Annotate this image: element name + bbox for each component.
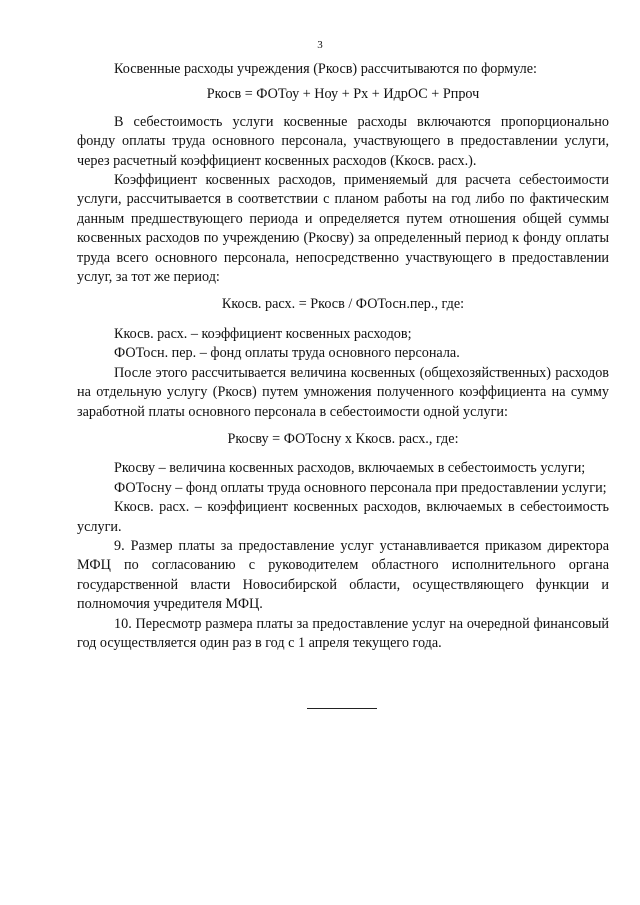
end-separator-line xyxy=(307,708,377,709)
paragraph-cost-inclusion: В себестоимость услуги косвенные расходы включаются пропорционально фонду оплаты труда основного персонала, участвующего в предоставлении услуги, через расчетный коэффициент косвенных расходов (Ккосв. расх.). xyxy=(77,113,609,169)
formula-per-service: Ркосву = ФОТосну х Ккосв. расх., где: xyxy=(227,430,459,447)
definition-indirect-per-service: Ркосву – величина косвенных расходов, включаемых в себестоимость услуги; xyxy=(114,460,586,477)
formula-indirect-costs: Ркосв = ФОТоу + Ноу + Рх + ИдрОС + Рпроч xyxy=(206,86,480,103)
paragraph-indirect-costs-intro: Косвенные расходы учреждения (Ркосв) рассчитываются по формуле: xyxy=(114,61,537,77)
definition-payroll-fund: ФОТосн. пер. – фонд оплаты труда основного персонала. xyxy=(114,345,460,362)
document-body xyxy=(77,60,609,653)
paragraph-item-9: 9. Размер платы за предоставление услуг устанавливается приказом директора МФЦ по согласованию с руководителем областного исполнительного органа государственной власти Новосибирской области, осуществляющего функции и полномочия учредителя МФЦ. xyxy=(77,537,609,613)
definition-coefficient-2: Ккосв. расх. – коэффициент косвенных расходов, включаемых в себестоимость услуги. xyxy=(77,499,609,535)
paragraph-per-service-costs: После этого рассчитывается величина косвенных (общехозяйственных) расходов на отдельную услугу (Ркосв) путем умножения полученного коэффициента на сумму заработной платы основного персонала в себестоимости одной услуги: xyxy=(77,364,609,420)
definition-payroll-per-service: ФОТосну – фонд оплаты труда основного персонала при предоставлении услуги; xyxy=(114,479,607,496)
paragraph-item-10: 10. Пересмотр размера платы за предоставление услуг на очередной финансовый год осуществляется один раз в год с 1 апреля текущего года. xyxy=(77,615,609,651)
definition-coefficient: Ккосв. расх. – коэффициент косвенных расходов; xyxy=(114,325,412,342)
paragraph-coefficient: Коэффициент косвенных расходов, применяемый для расчета себестоимости услуги, рассчитывается в соответствии с планом работы на год либо по фактическим данным предшествующего периода и определяется путем отношения общей суммы косвенных расходов по учреждению (Ркосву) за определенный период к фонду оплаты труда всего основного персонала, непосредственно участвующего в предоставлении услуг, за тот же период: xyxy=(77,172,609,286)
page-number: 3 xyxy=(317,39,323,51)
formula-coefficient: Ккосв. расх. = Ркосв / ФОТосн.пер., где: xyxy=(221,296,465,313)
